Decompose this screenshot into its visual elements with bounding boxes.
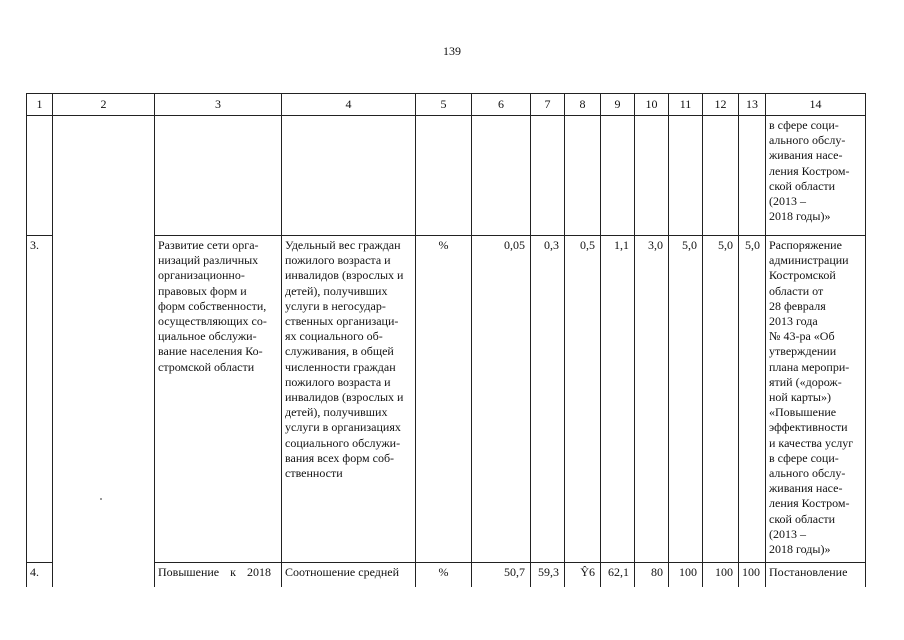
- header-cell: 2: [53, 94, 155, 116]
- value-cell: [531, 116, 565, 236]
- unit-cell: %: [416, 236, 472, 563]
- header-cell: 9: [601, 94, 635, 116]
- value-cell: Ŷ6: [565, 563, 601, 587]
- header-cell: 7: [531, 94, 565, 116]
- header-row: [27, 94, 866, 116]
- goal-cell: Развитие сети орга- низаций различных организационно- правовых форм и форм собственности, осуществляющих со- циальное обслужи- вание населения Ко- стромской области: [155, 236, 282, 563]
- indicator-table: [26, 93, 866, 587]
- table-row: [27, 116, 866, 236]
- document-reference-cell: в сфере соци- ального обслу- живания насе- ления Костром- ской области (2013 – 2018 годы)»: [766, 116, 866, 236]
- value-cell: 100: [669, 563, 703, 587]
- header-cell: 4: [282, 94, 416, 116]
- value-cell: 5,0: [703, 236, 739, 563]
- page-number: 139: [443, 44, 461, 58]
- value-cell: 0,3: [531, 236, 565, 563]
- unit-cell: %: [416, 563, 472, 587]
- value-cell: [669, 116, 703, 236]
- header-cell: 12: [703, 94, 739, 116]
- document-reference-cell: Распоряжение администрации Костромской области от 28 февраля 2013 года № 43-ра «Об утверждении плана меропри- ятий («дорож- ной карты») «Повышение эффективности и качества услуг в сфере соци- ального обслу- живания насе- ления Костром- ской области (2013 – 2018 годы)»: [766, 236, 866, 563]
- value-cell: 5,0: [739, 236, 766, 563]
- row-number-cell: [27, 116, 53, 236]
- value-cell: [565, 116, 601, 236]
- unit-cell: [416, 116, 472, 236]
- indicator-cell: Соотношение средней: [282, 563, 416, 587]
- value-cell: 0,5: [565, 236, 601, 563]
- header-cell: 13: [739, 94, 766, 116]
- header-cell: 5: [416, 94, 472, 116]
- value-cell: 5,0: [669, 236, 703, 563]
- value-cell: 50,7: [472, 563, 531, 587]
- indicator-cell: [282, 116, 416, 236]
- value-cell: [703, 116, 739, 236]
- value-cell: [739, 116, 766, 236]
- document-reference-cell: Постановление: [766, 563, 866, 587]
- value-cell: [635, 116, 669, 236]
- header-cell: 10: [635, 94, 669, 116]
- header-cell: 6: [472, 94, 531, 116]
- header-cell: 11: [669, 94, 703, 116]
- value-cell: 59,3: [531, 563, 565, 587]
- row-number-cell: 4.: [27, 563, 53, 587]
- value-cell: 0,05: [472, 236, 531, 563]
- header-cell: 1: [27, 94, 53, 116]
- indicator-cell: Удельный вес граждан пожилого возраста и инвалидов (взрослых и детей), получивших услуги в негосудар- ственных организаци- ях социального об- служивания, в общей численности граждан пожилого возраста и инвалидов (взрослых и детей), получивших услуги в организациях социального обслужи- вания всех форм соб- ственности: [282, 236, 416, 563]
- goal-cell: [155, 116, 282, 236]
- header-cell: 8: [565, 94, 601, 116]
- value-cell: 62,1: [601, 563, 635, 587]
- value-cell: 80: [635, 563, 669, 587]
- value-cell: [601, 116, 635, 236]
- merged-column-2-cell: [53, 116, 155, 587]
- header-cell: 14: [766, 94, 866, 116]
- value-cell: [472, 116, 531, 236]
- header-cell: 3: [155, 94, 282, 116]
- scan-speck: [100, 498, 102, 500]
- row-number-cell: 3.: [27, 236, 53, 563]
- value-cell: 100: [739, 563, 766, 587]
- value-cell: 1,1: [601, 236, 635, 563]
- value-cell: 100: [703, 563, 739, 587]
- value-cell: 3,0: [635, 236, 669, 563]
- goal-cell: Повышение к 2018: [155, 563, 282, 587]
